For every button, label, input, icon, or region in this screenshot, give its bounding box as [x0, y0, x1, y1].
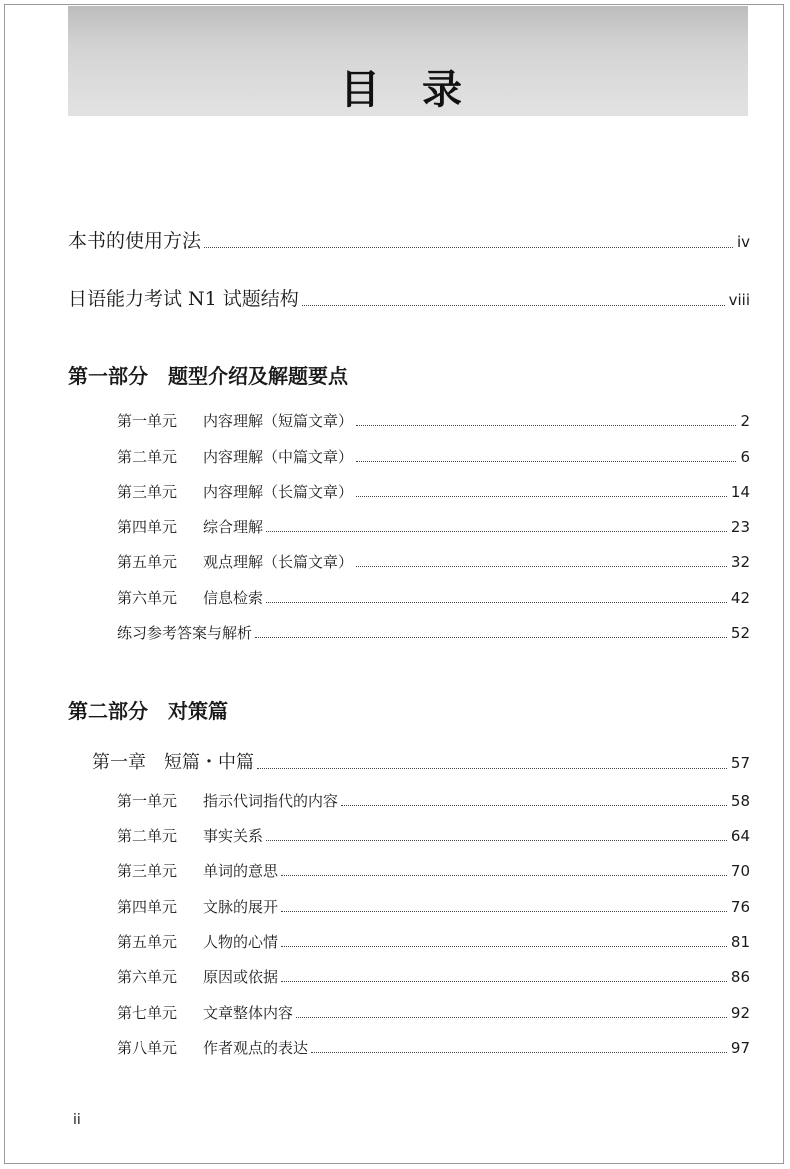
page-frame: [4, 4, 784, 1164]
title-banner: [68, 6, 748, 116]
toc-entry-title: 本书的使用方法: [68, 230, 202, 252]
toc-entry[interactable]: [117, 1037, 750, 1058]
toc-entry-page: 64: [730, 827, 750, 845]
toc-entry[interactable]: [117, 410, 750, 431]
dot-leader: [257, 768, 727, 769]
toc-entry[interactable]: [117, 896, 750, 917]
unit-number: 第三单元: [117, 862, 178, 880]
dot-leader: [302, 305, 725, 306]
dot-leader: [311, 1052, 727, 1053]
part-heading: 第一部分 题型介绍及解题要点: [68, 364, 348, 388]
dot-leader: [266, 602, 727, 603]
chapter-title: 第一章 短篇・中篇: [92, 752, 254, 773]
toc-entry-page: 32: [730, 553, 750, 571]
toc-entry-title: 综合理解: [203, 518, 264, 536]
toc-entry-title: 内容理解（短篇文章）: [203, 412, 354, 430]
unit-number: 第八单元: [117, 1039, 178, 1057]
toc-entry-title: 作者观点的表达: [203, 1039, 309, 1057]
toc-entry[interactable]: [117, 587, 750, 608]
dot-leader: [281, 981, 727, 982]
unit-number: 第二单元: [117, 827, 178, 845]
toc-entry-page: 70: [730, 862, 750, 880]
dot-leader: [281, 875, 727, 876]
toc-entry[interactable]: [117, 931, 750, 952]
toc-entry[interactable]: [117, 790, 750, 811]
toc-entry-title: 人物的心情: [203, 933, 279, 951]
unit-number: 第一单元: [117, 792, 178, 810]
toc-entry-page: 2: [740, 412, 750, 430]
toc-entry[interactable]: [117, 516, 750, 537]
dot-leader: [281, 946, 727, 947]
unit-number: 第四单元: [117, 518, 178, 536]
toc-entry-page: 81: [730, 933, 750, 951]
toc-entry[interactable]: [117, 1002, 750, 1023]
toc-entry-page: viii: [728, 291, 750, 309]
unit-number: 第二单元: [117, 448, 178, 466]
toc-entry-title: 内容理解（长篇文章）: [203, 483, 354, 501]
unit-number: 第四单元: [117, 898, 178, 916]
dot-leader: [255, 637, 727, 638]
unit-number: 第三单元: [117, 483, 178, 501]
toc-entry-page: 86: [730, 968, 750, 986]
dot-leader: [356, 425, 736, 426]
unit-number: 第五单元: [117, 553, 178, 571]
toc-entry[interactable]: [117, 825, 750, 846]
unit-number: 第一单元: [117, 412, 178, 430]
toc-entry-page: 6: [740, 448, 750, 466]
toc-entry-title: 原因或依据: [203, 968, 279, 986]
toc-entry-page: 76: [730, 898, 750, 916]
unit-number: 第五单元: [117, 933, 178, 951]
toc-entry-title: 单词的意思: [203, 862, 279, 880]
toc-entry-title: 事实关系: [203, 827, 264, 845]
toc-entry[interactable]: [68, 226, 750, 253]
toc-entry[interactable]: [117, 966, 750, 987]
dot-leader: [296, 1017, 727, 1018]
toc-entry-page: 92: [730, 1004, 750, 1022]
dot-leader: [341, 805, 727, 806]
toc-entry-page: 97: [730, 1039, 750, 1057]
toc-entry-title: 日语能力考试 N1 试题结构: [68, 288, 299, 310]
unit-number: 第六单元: [117, 589, 178, 607]
toc-entry-page: 14: [730, 483, 750, 501]
toc-entry[interactable]: [117, 622, 750, 643]
part-heading: 第二部分 对策篇: [68, 699, 228, 723]
toc-entry[interactable]: [117, 860, 750, 881]
dot-leader: [281, 911, 727, 912]
toc-entry-title: 信息检索: [203, 589, 264, 607]
toc-entry-title: 练习参考答案与解析: [117, 624, 253, 642]
dot-leader: [266, 531, 727, 532]
toc-entry-page: 57: [730, 754, 750, 772]
toc-entry-title: 指示代词指代的内容: [203, 792, 339, 810]
toc-entry[interactable]: [117, 551, 750, 572]
unit-number: 第七单元: [117, 1004, 178, 1022]
toc-entry-page: iv: [736, 233, 750, 251]
toc-entry-title: 观点理解（长篇文章）: [203, 553, 354, 571]
dot-leader: [356, 566, 727, 567]
toc-entry[interactable]: [117, 481, 750, 502]
dot-leader: [204, 247, 733, 248]
toc-entry-page: 58: [730, 792, 750, 810]
unit-number: 第六单元: [117, 968, 178, 986]
toc-entry-title: 文章整体内容: [203, 1004, 294, 1022]
toc-entry[interactable]: [68, 284, 750, 311]
toc-entry[interactable]: [117, 446, 750, 467]
dot-leader: [266, 840, 727, 841]
dot-leader: [356, 496, 727, 497]
toc-entry-title: 内容理解（中篇文章）: [203, 448, 354, 466]
toc-entry-page: 23: [730, 518, 750, 536]
dot-leader: [356, 461, 736, 462]
page-title: 目 录: [340, 67, 476, 113]
toc-entry-title: 文脉的展开: [203, 898, 279, 916]
page-number: ii: [73, 1112, 81, 1128]
toc-entry-page: 42: [730, 589, 750, 607]
toc-chapter[interactable]: [92, 748, 750, 774]
toc-entry-page: 52: [730, 624, 750, 642]
